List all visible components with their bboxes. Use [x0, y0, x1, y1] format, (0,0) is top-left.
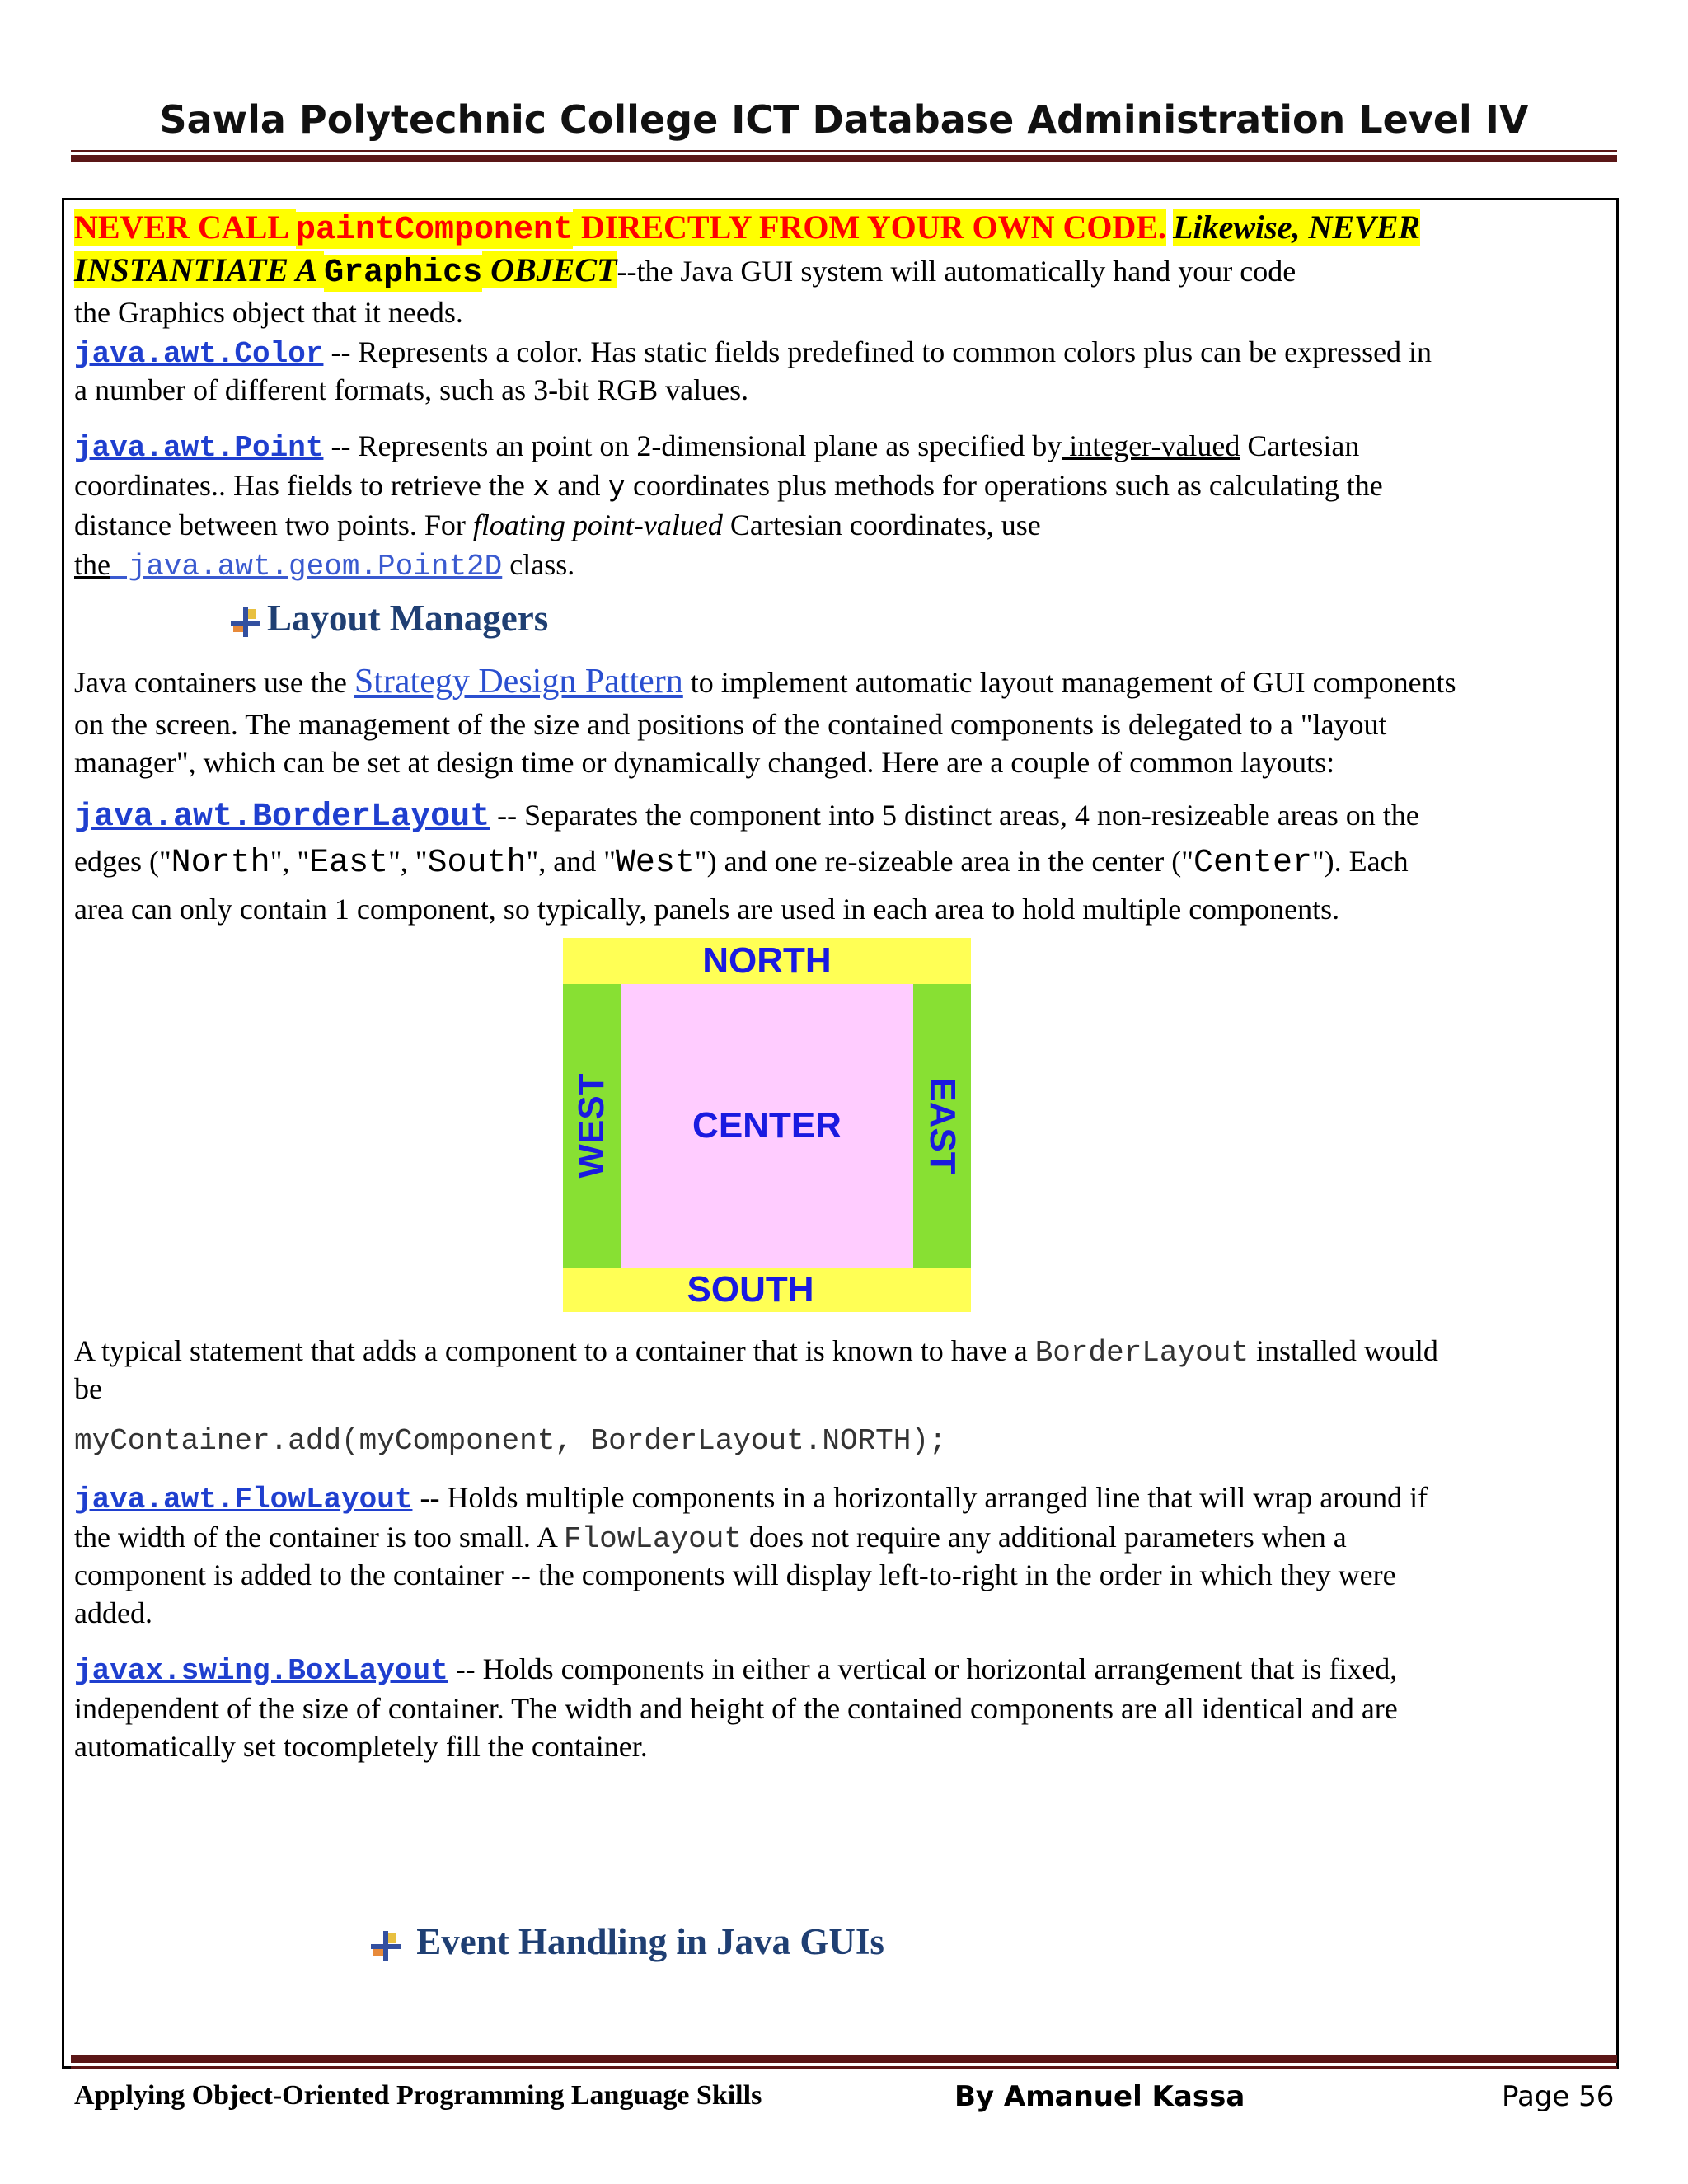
- west-label: WEST: [571, 1073, 612, 1179]
- color-text-line2: a number of different formats, such as 3-bit RGB values.: [74, 373, 749, 406]
- boxlayout-link[interactable]: javax.swing.BoxLayout: [74, 1654, 448, 1688]
- point-class-link[interactable]: java.awt.Point: [74, 431, 324, 465]
- footer-rule-bottom: [71, 2066, 1617, 2069]
- point-text: and: [550, 469, 608, 502]
- point-underlined: integer-valued: [1062, 429, 1240, 462]
- warning-code: paintComponent: [295, 212, 574, 249]
- center-code: Center: [1193, 845, 1312, 882]
- flow-text: -- Holds multiple components in a horizontally arranged line that will wrap around if: [412, 1481, 1428, 1514]
- warning-text: OBJECT: [482, 251, 617, 288]
- point-text: distance between two points. For: [74, 509, 473, 541]
- flowlayout-link[interactable]: java.awt.FlowLayout: [74, 1483, 413, 1516]
- point-text: -- Represents an point on 2-dimensional plane as specified by: [323, 429, 1062, 462]
- point-italic: floating point-valued: [472, 509, 723, 541]
- intro-text: Java containers use the: [74, 666, 354, 699]
- point-paragraph: [74, 427, 1615, 467]
- typical-line2: be: [74, 1372, 102, 1405]
- intro-paragraph: [74, 663, 1615, 701]
- point-text: Cartesian coordinates, use: [722, 509, 1041, 541]
- y-code: y: [607, 471, 626, 504]
- event-handling-title: Event Handling in Java GUIs: [416, 1921, 884, 1962]
- border-text: -- Separates the component into 5 distinct areas, 4 non-resizeable areas on the: [490, 799, 1419, 832]
- color-class-link[interactable]: java.awt.Color: [74, 337, 324, 371]
- intro-line3: manager", which can be set at design time or dynamically changed. Here are a couple of common layouts:: [74, 746, 1335, 779]
- event-handling-heading: [371, 1920, 884, 1963]
- point-text: class.: [502, 548, 575, 581]
- north-label: NORTH: [702, 940, 832, 981]
- point-text: coordinates plus methods for operations such as calculating the: [626, 469, 1383, 502]
- border-line3: area can only contain 1 component, so typically, panels are used in each area to hold multiple components.: [74, 893, 1340, 926]
- warning-text: INSTANTIATE A: [74, 251, 325, 288]
- box-line3: automatically set tocompletely fill the container.: [74, 1730, 648, 1763]
- typical-text: installed would: [1248, 1334, 1438, 1367]
- flow-text: does not require any additional parameters when a: [741, 1521, 1347, 1554]
- flow-line2: [74, 1518, 1615, 1558]
- header-rule-top: [71, 150, 1617, 152]
- page-header-title: Sawla Polytechnic College ICT Database Administration Level IV: [159, 97, 1529, 142]
- point-line4: [74, 546, 1615, 586]
- footer-left: Applying Object-Oriented Programming Language Skills: [74, 2080, 762, 2111]
- warning-line2: [74, 251, 1615, 292]
- flow-text: the width of the container is too small. A: [74, 1521, 564, 1554]
- borderlayout-diagram: [563, 938, 971, 1312]
- border-text: edges (": [74, 845, 171, 878]
- strategy-pattern-link[interactable]: Strategy Design Pattern: [354, 663, 683, 701]
- north-code: North: [171, 845, 270, 882]
- border-line2: [74, 842, 1615, 883]
- bullet-icon: [231, 607, 260, 637]
- border-text: ", and ": [526, 845, 616, 878]
- point-line2: [74, 466, 1615, 507]
- flow-line4: added.: [74, 1596, 152, 1629]
- footer-author: By Amanuel Kassa: [954, 2080, 1245, 2113]
- flow-line3: component is added to the container -- the components will display left-to-right in the order in which they were: [74, 1558, 1396, 1591]
- border-paragraph: [74, 796, 1615, 837]
- warning-text: DIRECTLY FROM YOUR OWN CODE.: [573, 209, 1167, 246]
- south-label: SOUTH: [687, 1269, 814, 1310]
- intro-text: to implement automatic layout management of GUI components: [682, 666, 1456, 699]
- warning-rest-line: the Graphics object that it needs.: [74, 296, 463, 329]
- warning-text: NEVER CALL: [74, 209, 296, 246]
- layout-managers-title: Layout Managers: [267, 598, 549, 639]
- south-code: South: [427, 845, 527, 882]
- warning-rest: --the Java GUI system will automatically hand your code: [617, 255, 1296, 288]
- box-line2: independent of the size of container. The width and height of the contained components are all identical and are: [74, 1692, 1398, 1725]
- west-code: West: [615, 845, 695, 882]
- warning-paragraph: [74, 206, 1615, 256]
- color-text: -- Represents a color. Has static fields predefined to common colors plus can be expressed in: [323, 335, 1432, 368]
- borderlayout-link[interactable]: java.awt.BorderLayout: [74, 799, 490, 836]
- header-rule: [71, 155, 1617, 162]
- point-text: coordinates.. Has fields to retrieve the: [74, 469, 532, 502]
- box-paragraph: [74, 1650, 1615, 1690]
- east-code: East: [309, 845, 389, 882]
- border-text: ") and one re-sizeable area in the center (": [694, 845, 1193, 878]
- flow-paragraph: [74, 1479, 1615, 1519]
- border-text: "). Each: [1311, 845, 1409, 878]
- east-label: EAST: [922, 1077, 963, 1174]
- layout-managers-heading: [231, 597, 548, 640]
- flowlayout-code: FlowLayout: [563, 1522, 742, 1556]
- point2d-link[interactable]: java.awt.geom.Point2D: [110, 550, 503, 583]
- borderlayout-code: BorderLayout: [1034, 1336, 1249, 1370]
- border-text: ", ": [270, 845, 310, 878]
- warning-code: Graphics: [324, 255, 483, 292]
- point-line3: [74, 506, 1615, 544]
- box-text: -- Holds components in either a vertical or horizontal arrangement that is fixed,: [448, 1652, 1398, 1685]
- footer-rule: [71, 2055, 1617, 2063]
- page-number: Page 56: [1502, 2080, 1615, 2113]
- x-code: x: [532, 471, 551, 504]
- center-label: CENTER: [692, 1105, 842, 1146]
- bullet-icon: [371, 1931, 401, 1961]
- warning-text: Likewise, NEVER: [1173, 209, 1421, 246]
- typical-paragraph: [74, 1332, 1615, 1372]
- intro-line2: on the screen. The management of the size and positions of the contained components is delegated to a "layout: [74, 708, 1387, 741]
- point-text: the: [74, 548, 110, 581]
- border-text: ", ": [388, 845, 428, 878]
- color-paragraph: [74, 333, 1615, 373]
- typical-text: A typical statement that adds a component to a container that is known to have a: [74, 1334, 1035, 1367]
- point-text: Cartesian: [1240, 429, 1360, 462]
- code-example: myContainer.add(myComponent, BorderLayout.NORTH);: [74, 1424, 947, 1458]
